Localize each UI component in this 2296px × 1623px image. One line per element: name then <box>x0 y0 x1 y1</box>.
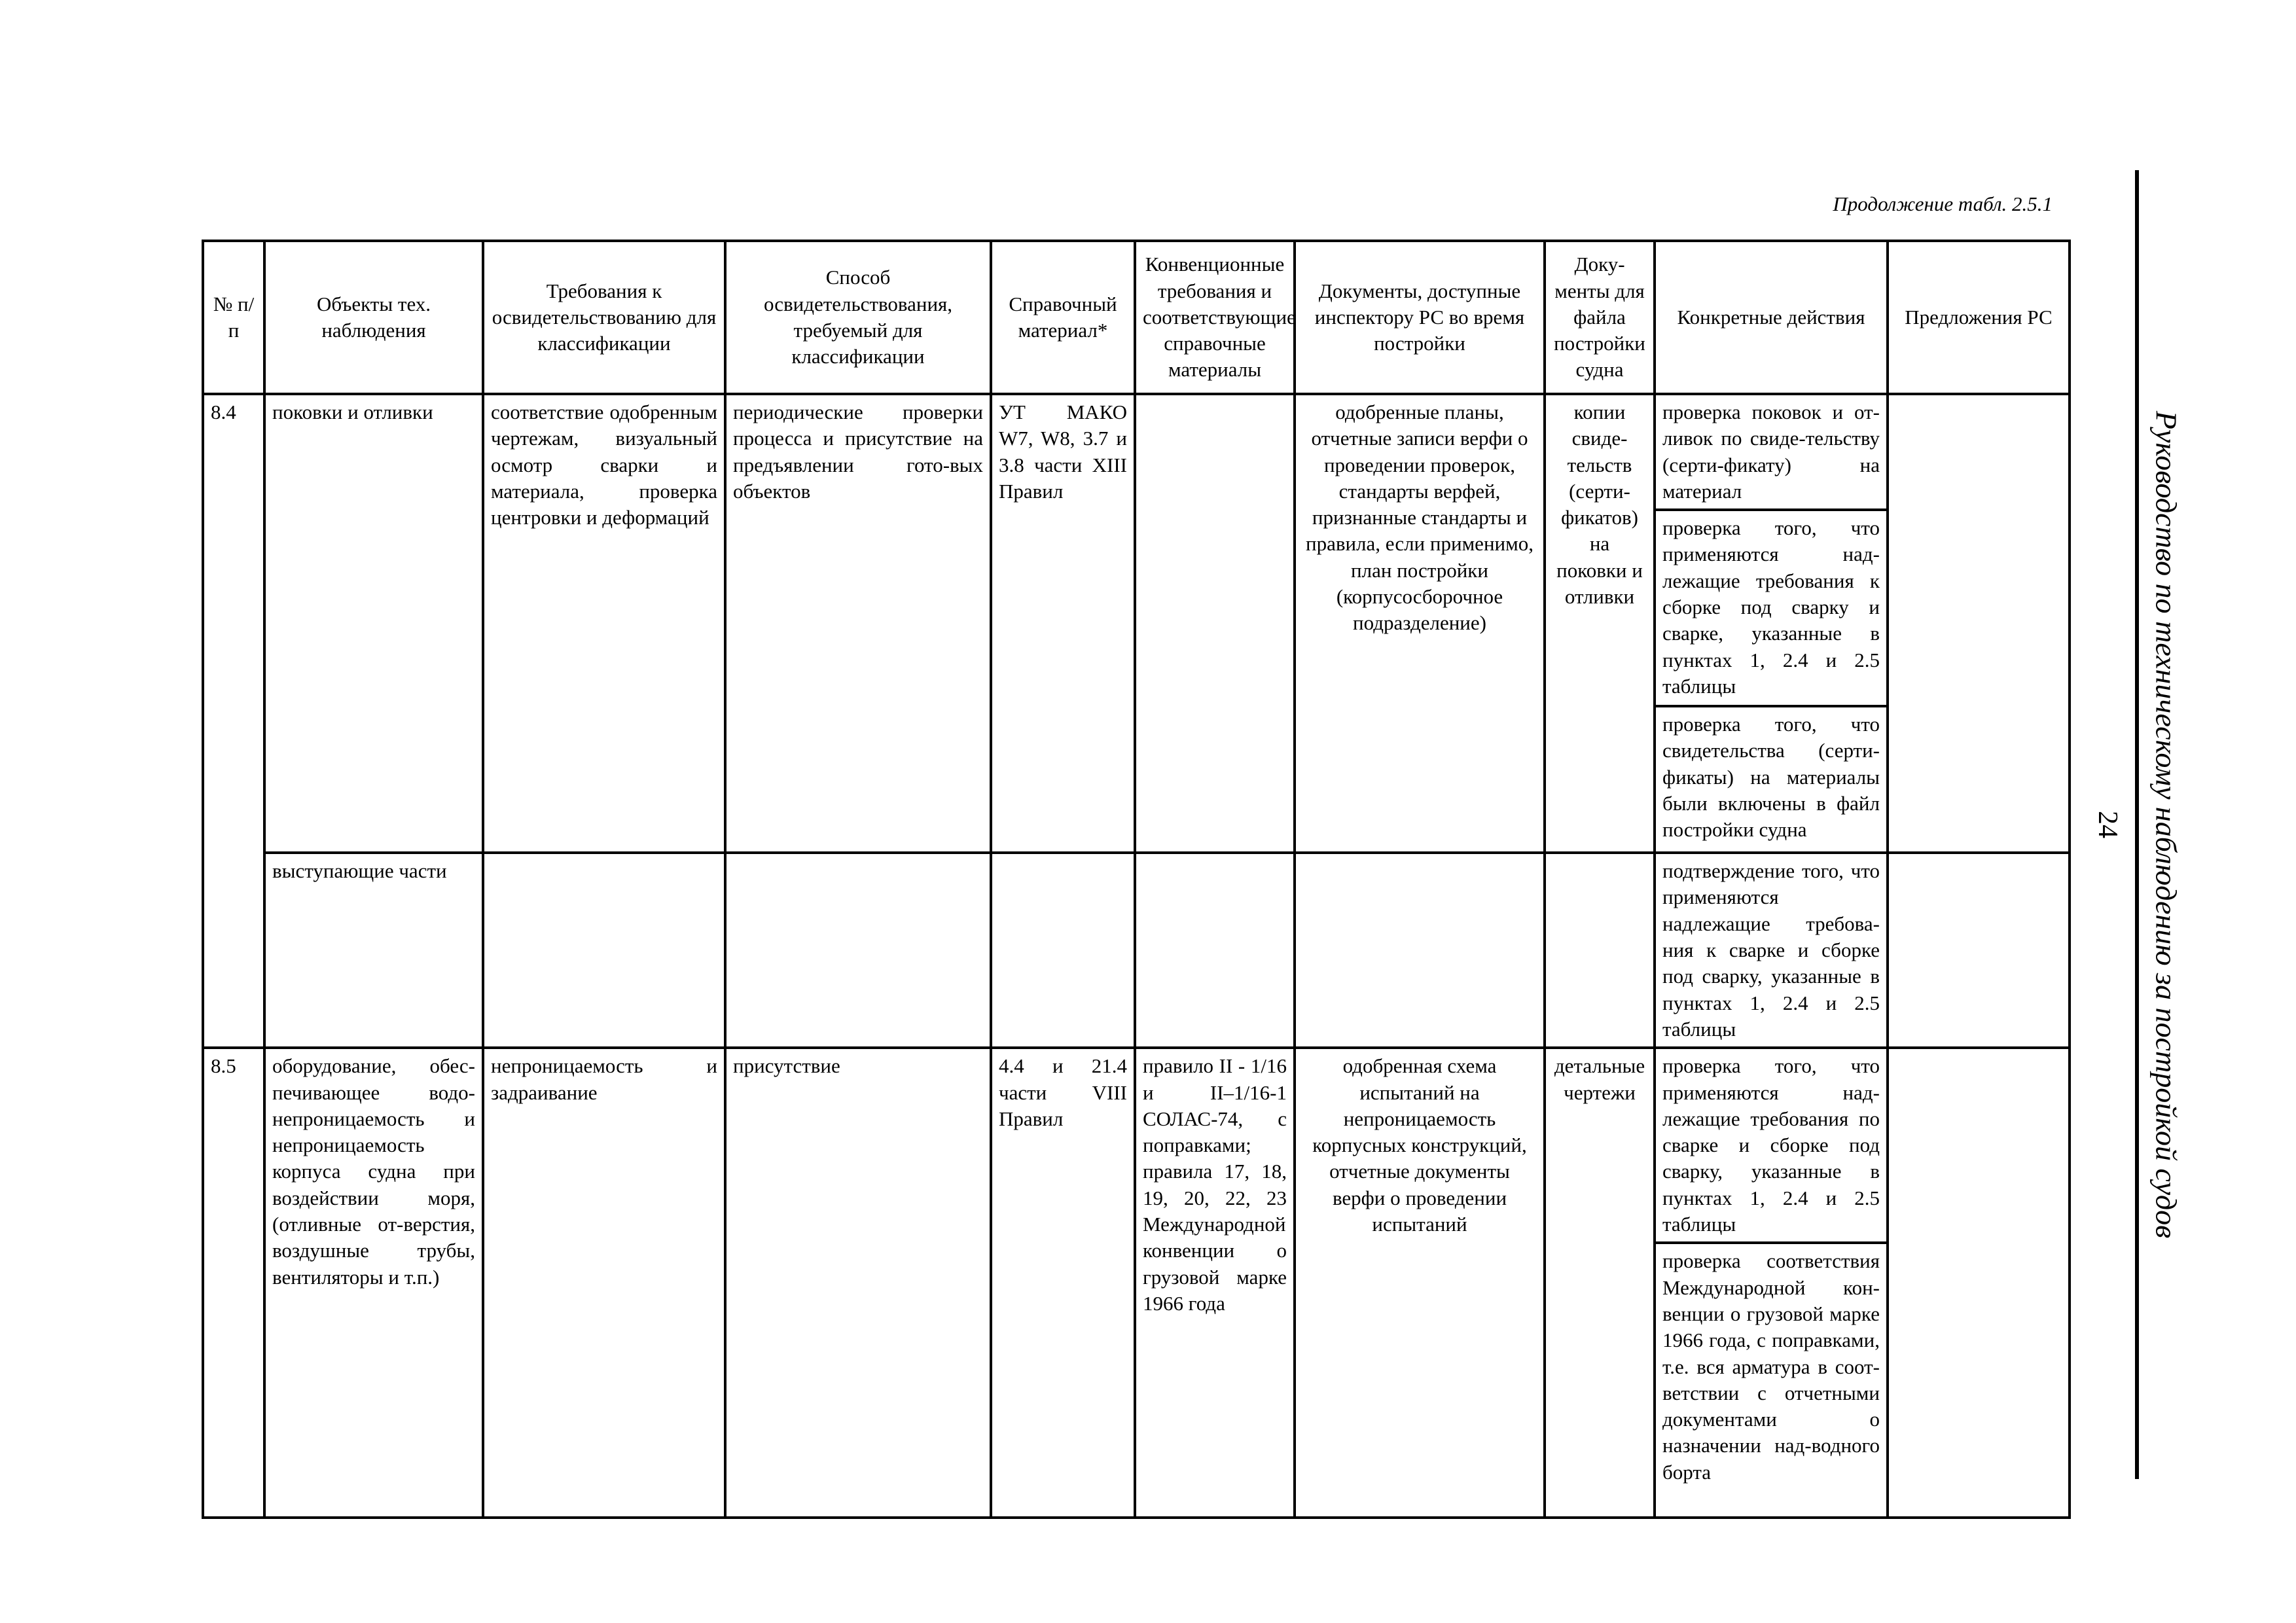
continuation-label: Продолжение табл. 2.5.1 <box>1833 192 2053 215</box>
header-file-docs: Доку-менты для файла постройки судна <box>1545 241 1655 394</box>
row-proposals <box>1888 1048 2070 1518</box>
row-requirements <box>483 853 725 1048</box>
row-proposals <box>1888 394 2070 853</box>
row-object: выступающие части <box>264 853 483 1048</box>
table-row <box>203 394 2070 510</box>
row-action: проверка поковок и от-ливок по свиде-тельству (серти-фикату) на материал <box>1655 394 1888 510</box>
row-requirements: соответствие одобренным чертежам, визуальный осмотр сварки и материала, проверка центровки и деформаций <box>483 394 725 853</box>
row-convention <box>1135 853 1295 1048</box>
row-number: 8.5 <box>203 1048 264 1518</box>
row-action: проверка того, что применяются над-лежащие требования к сборке под сварку и сварке, указанные в пунктах 1, 2.4 и 2.5 таблицы <box>1655 510 1888 706</box>
header-actions: Конкретные действия <box>1655 241 1888 394</box>
row-reference: 4.4 и 21.4 части VIII Правил <box>991 1048 1135 1518</box>
row-file-docs <box>1545 853 1655 1048</box>
row-action: подтверждение того, что применяются надлежащие требова-ния к сварке и сборке под сварку, указанные в пунктах 1, 2.4 и 2.5 таблицы <box>1655 853 1888 1048</box>
row-action: проверка соответствия Международной кон-венции о грузовой марке 1966 года, с поправками, т.е. вся арматура в соот-ветствии с отчетными документами о назначении над-водного борта <box>1655 1243 1888 1518</box>
row-documents: одобренные планы, отчетные записи верфи о проведении проверок, стандарты верфей, признанные стандарты и правила, если применимо, план постройки (корпусосборочное подразделение) <box>1295 394 1545 853</box>
row-reference: УТ МАКО W7, W8, 3.7 и 3.8 части XIII Правил <box>991 394 1135 853</box>
header-object: Объекты тех. наблюдения <box>264 241 483 394</box>
row-file-docs: копии свиде-тельств (серти-фикатов) на поковки и отливки <box>1545 394 1655 853</box>
row-documents: одобренная схема испытаний на непроницаемость корпусных конструкций, отчетные документы верфи о проведении испытаний <box>1295 1048 1545 1518</box>
inspection-table <box>202 240 2071 1519</box>
row-reference <box>991 853 1135 1048</box>
header-proposals: Предложения РС <box>1888 241 2070 394</box>
header-requirements: Требования к освидетельствованию для классификации <box>483 241 725 394</box>
table-header-row <box>203 241 2070 394</box>
header-convention: Конвенционные требования и соответствующие справочные материалы <box>1135 241 1295 394</box>
header-number: № п/п <box>203 241 264 394</box>
header-reference: Справочный материал* <box>991 241 1135 394</box>
row-action: проверка того, что применяются над-лежащие требования по сварке и сборке под сварку, указанные в пунктах 1, 2.4 и 2.5 таблицы <box>1655 1048 1888 1243</box>
row-file-docs: детальные чертежи <box>1545 1048 1655 1518</box>
row-object: поковки и отливки <box>264 394 483 853</box>
row-number: 8.4 <box>203 394 264 1048</box>
row-method: присутствие <box>725 1048 991 1518</box>
row-proposals <box>1888 853 2070 1048</box>
row-method: периодические проверки процесса и присутствие на предъявлении гото-вых объектов <box>725 394 991 853</box>
header-documents: Документы, доступные инспектору РС во время постройки <box>1295 241 1545 394</box>
row-documents <box>1295 853 1545 1048</box>
row-convention: правило II - 1/16 и II–1/16-1 СОЛАС-74, с поправками; правила 17, 18, 19, 20, 22, 23 Международной конвенции о грузовой марке 1966 года <box>1135 1048 1295 1518</box>
row-object: оборудование, обес-печивающее водо-непроницаемость и непроницаемость корпуса судна при воздействии моря, (отливные от-верстия, воздушные трубы, вентиляторы и т.п.) <box>264 1048 483 1518</box>
row-action: проверка того, что свидетельства (серти-фикаты) на материалы были включены в файл постройки судна <box>1655 706 1888 853</box>
row-method <box>725 853 991 1048</box>
side-divider <box>2135 170 2139 1479</box>
row-requirements: непроницаемость и задраивание <box>483 1048 725 1518</box>
side-running-title: Руководство по техническому наблюдению за постройкой судов <box>2149 410 2183 1239</box>
table-row <box>203 853 2070 1048</box>
page-number: 24 <box>2092 811 2123 838</box>
header-method: Способ освидетельствования, требуемый для классификации <box>725 241 991 394</box>
row-convention <box>1135 394 1295 853</box>
table-row <box>203 1048 2070 1243</box>
